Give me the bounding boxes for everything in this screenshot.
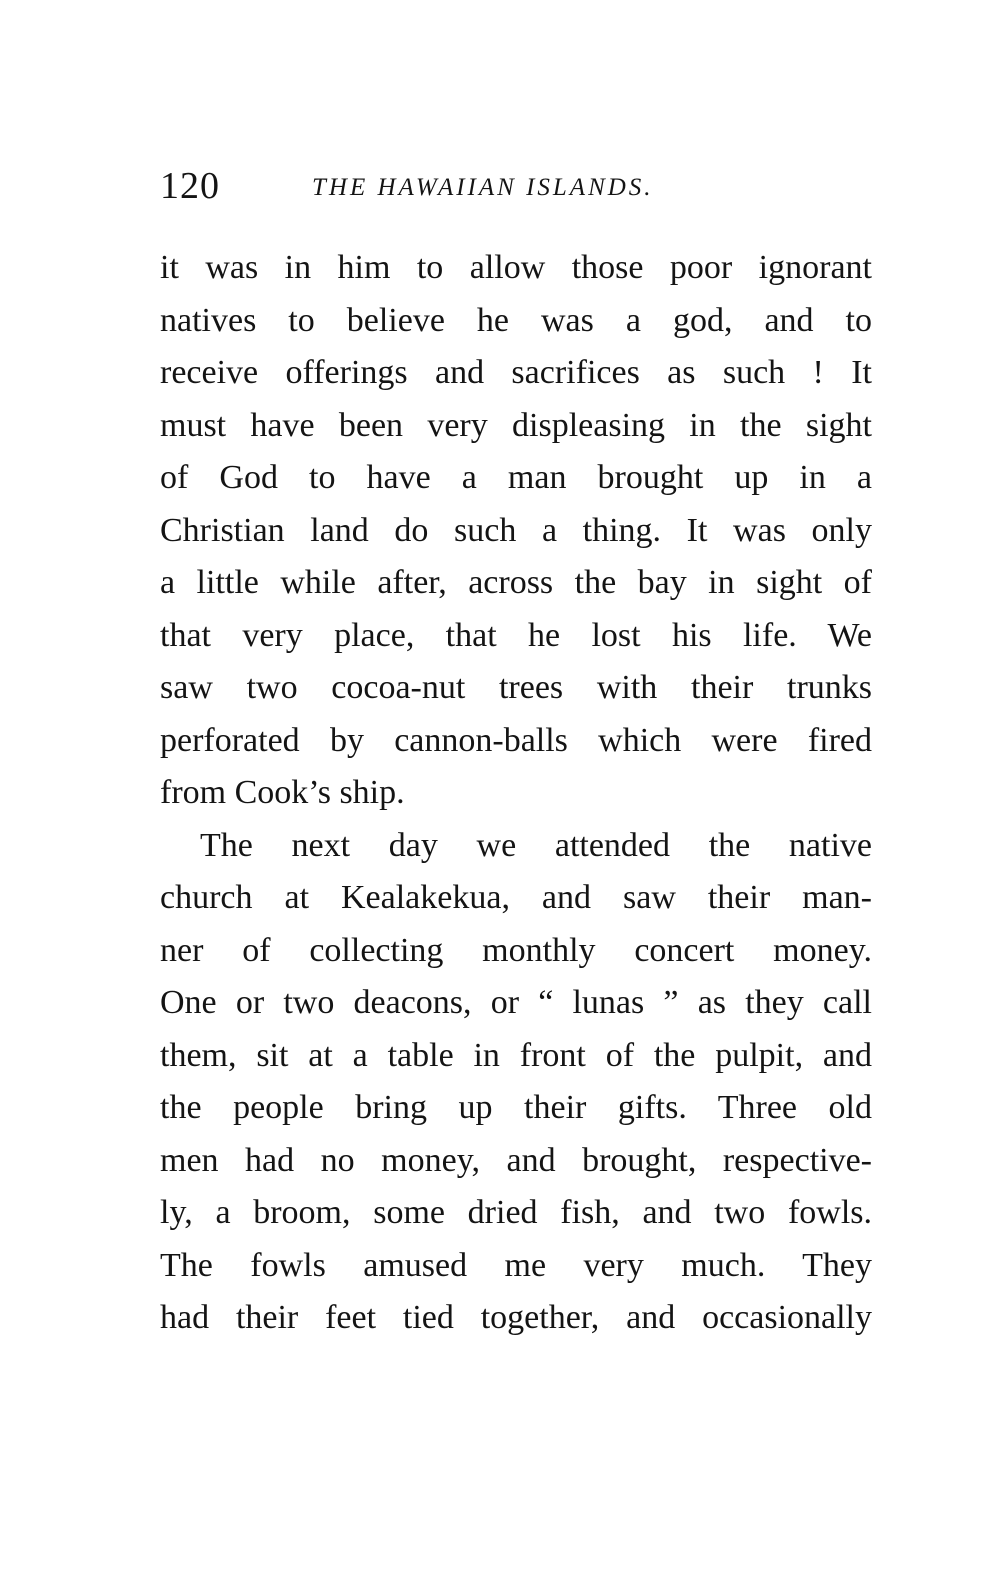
paragraph-2 <box>160 820 872 1345</box>
text-line: them, sit at a table in front of the pulpit, and <box>160 1036 872 1074</box>
text-line: a little while after, across the bay in sight of <box>160 564 872 601</box>
text-line: must have been very displeasing in the sight <box>160 406 872 444</box>
paragraph-1 <box>160 242 872 820</box>
text-line: the people bring up their gifts. Three old <box>160 1089 872 1126</box>
text-line: from Cook’s ship. <box>160 774 405 811</box>
body-text <box>160 242 872 1345</box>
text-line: men had no money, and brought, respective- <box>160 1141 872 1179</box>
text-line: The fowls amused me very much. They <box>160 1246 872 1284</box>
text-line: church at Kealakekua, and saw their man- <box>160 879 872 916</box>
running-head <box>160 158 880 214</box>
text-line: ner of collecting monthly concert money. <box>160 931 872 969</box>
text-line: Christian land do such a thing. It was only <box>160 511 872 549</box>
text-line: had their feet tied together, and occasionally <box>160 1299 872 1336</box>
text-line: One or two deacons, or “ lunas ” as they call <box>160 984 872 1021</box>
page-number: 120 <box>160 165 220 207</box>
text-line: saw two cocoa-nut trees with their trunks <box>160 669 872 706</box>
text-line: that very place, that he lost his life. We <box>160 616 872 654</box>
text-line: receive offerings and sacrifices as such ! It <box>160 354 872 391</box>
text-line: it was in him to allow those poor ignorant <box>160 249 872 286</box>
running-title: THE HAWAIIAN ISLANDS. <box>312 174 654 201</box>
text-line: perforated by cannon-balls which were fired <box>160 721 872 759</box>
text-line: ly, a broom, some dried fish, and two fowls. <box>160 1194 872 1231</box>
text-line: of God to have a man brought up in a <box>160 459 872 496</box>
text-line: natives to believe he was a god, and to <box>160 301 872 339</box>
text-line: The next day we attended the native <box>200 826 872 864</box>
